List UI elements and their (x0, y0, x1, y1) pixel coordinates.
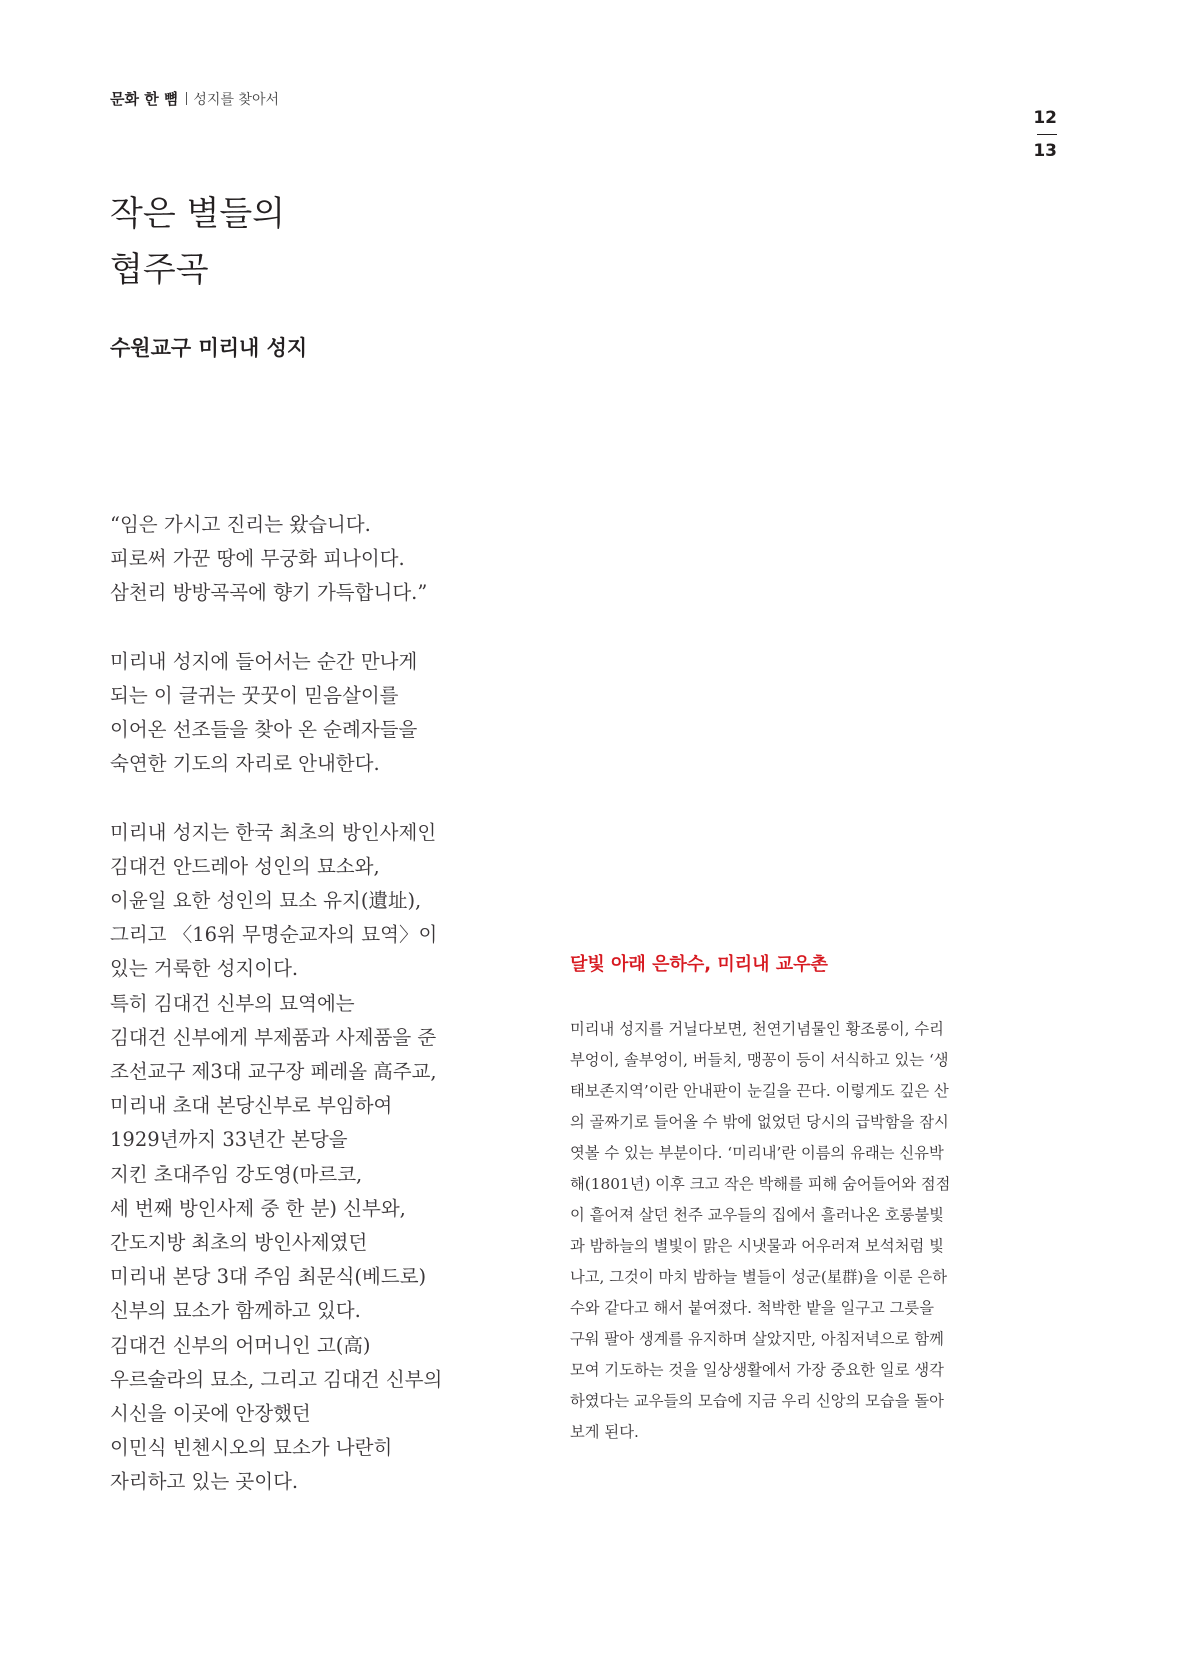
side-body-line: 모여 기도하는 것을 일상생활에서 가장 중요한 일로 생각 (570, 1361, 944, 1379)
body-line: 조선교구 제3대 교구장 페레올 高주교, (110, 1060, 437, 1083)
page-number-right: 13 (1033, 141, 1057, 161)
side-body-line: 엿볼 수 있는 부분이다. ‘미리내’란 이름의 유래는 신유박 (570, 1144, 944, 1162)
body-line: 삼천리 방방곡곡에 향기 가득합니다.” (110, 581, 428, 605)
side-body-line: 과 밤하늘의 별빛이 맑은 시냇물과 어우러져 보석처럼 빛 (570, 1237, 944, 1255)
body-line: 1929년까지 33년간 본당을 (110, 1128, 348, 1152)
page-number-left: 12 (1033, 108, 1057, 128)
article-subtitle: 수원교구 미리내 성지 (110, 335, 308, 360)
main-body-text (110, 508, 530, 1499)
body-line: 미리내 성지에 들어서는 순간 만나게 (110, 649, 418, 673)
body-line: 시신을 이곳에 안장했던 (110, 1401, 311, 1425)
side-body-line: 하였다는 교우들의 모습에 지금 우리 신앙의 모습을 돌아 (570, 1392, 944, 1410)
body-line: “임은 가시고 진리는 왔습니다. (110, 513, 371, 536)
side-body-line: 수와 같다고 해서 붙여졌다. 척박한 밭을 일구고 그릇을 (570, 1299, 934, 1317)
body-line: 우르술라의 묘소, 그리고 김대건 신부의 (110, 1367, 443, 1391)
body-line: 숙연한 기도의 자리로 안내한다. (110, 752, 380, 776)
title-line-1: 작은 별들의 (110, 194, 286, 234)
body-line: 김대건 안드레아 성인의 묘소와, (110, 854, 380, 878)
side-body-line: 의 골짜기로 들어올 수 밖에 없었던 당시의 급박함을 잠시 (570, 1113, 949, 1131)
body-line: 미리내 성지는 한국 최초의 방인사제인 (110, 820, 437, 844)
side-article-body (570, 1014, 1010, 1448)
body-line: 간도지방 최초의 방인사제였던 (110, 1230, 368, 1254)
body-line: 김대건 신부에게 부제품과 사제품을 준 (110, 1025, 437, 1049)
body-line: 그리고 〈16위 무명순교자의 묘역〉이 (110, 923, 438, 947)
side-body-line: 부엉이, 솔부엉이, 버들치, 맹꽁이 등이 서식하고 있는 ‘생 (570, 1051, 949, 1069)
side-body-line: 미리내 성지를 거닐다보면, 천연기념물인 황조롱이, 수리 (570, 1020, 944, 1038)
body-line: 이어온 선조들을 찾아 온 순례자들을 (110, 718, 418, 742)
side-body-line: 태보존지역’이란 안내판이 눈길을 끈다. 이렇게도 깊은 산 (570, 1082, 949, 1100)
body-line: 이윤일 요한 성인의 묘소 유지(遺址), (110, 889, 422, 913)
running-header (110, 90, 279, 109)
body-line: 피로써 가꾼 땅에 무궁화 피나이다. (110, 547, 405, 571)
page-number-divider (1037, 134, 1057, 135)
title-line-2: 협주곡 (110, 250, 209, 290)
body-line: 있는 거룩한 성지이다. (110, 957, 299, 981)
body-line: 지킨 초대주임 강도영(마르코, (110, 1162, 363, 1186)
side-article-heading: 달빛 아래 은하수, 미리내 교우촌 (570, 954, 828, 975)
body-line: 김대건 신부의 어머니인 고(高) (110, 1333, 371, 1357)
body-line: 특히 김대건 신부의 묘역에는 (110, 991, 355, 1015)
header-subsection: 성지를 찾아서 (193, 92, 280, 108)
page-numbers (1017, 108, 1057, 161)
side-body-line: 이 흩어져 살던 천주 교우들의 집에서 흘러나온 호롱불빛 (570, 1206, 944, 1224)
body-line: 이민식 빈첸시오의 묘소가 나란히 (110, 1436, 393, 1460)
paragraph-gap (110, 782, 530, 816)
article-title (110, 186, 285, 298)
body-line: 자리하고 있는 곳이다. (110, 1470, 299, 1494)
side-body-line: 나고, 그것이 마치 밤하늘 별들이 성군(星群)을 이룬 은하 (570, 1268, 947, 1286)
body-line: 세 번째 방인사제 중 한 분) 신부와, (110, 1196, 406, 1220)
body-line: 미리내 본당 3대 주임 최문식(베드로) (110, 1265, 427, 1289)
body-line: 신부의 묘소가 함께하고 있다. (110, 1299, 361, 1323)
header-divider (186, 92, 187, 105)
body-line: 되는 이 글귀는 꿋꿋이 믿음살이를 (110, 683, 399, 707)
paragraph-gap (110, 611, 530, 645)
header-section: 문화 한 뼘 (110, 90, 179, 108)
body-line: 미리내 초대 본당신부로 부임하여 (110, 1094, 393, 1118)
side-body-line: 해(1801년) 이후 크고 작은 박해를 피해 숨어들어와 점점 (570, 1175, 951, 1193)
side-body-line: 보게 된다. (570, 1423, 639, 1441)
side-body-line: 구워 팔아 생계를 유지하며 살았지만, 아침저녁으로 함께 (570, 1330, 944, 1348)
